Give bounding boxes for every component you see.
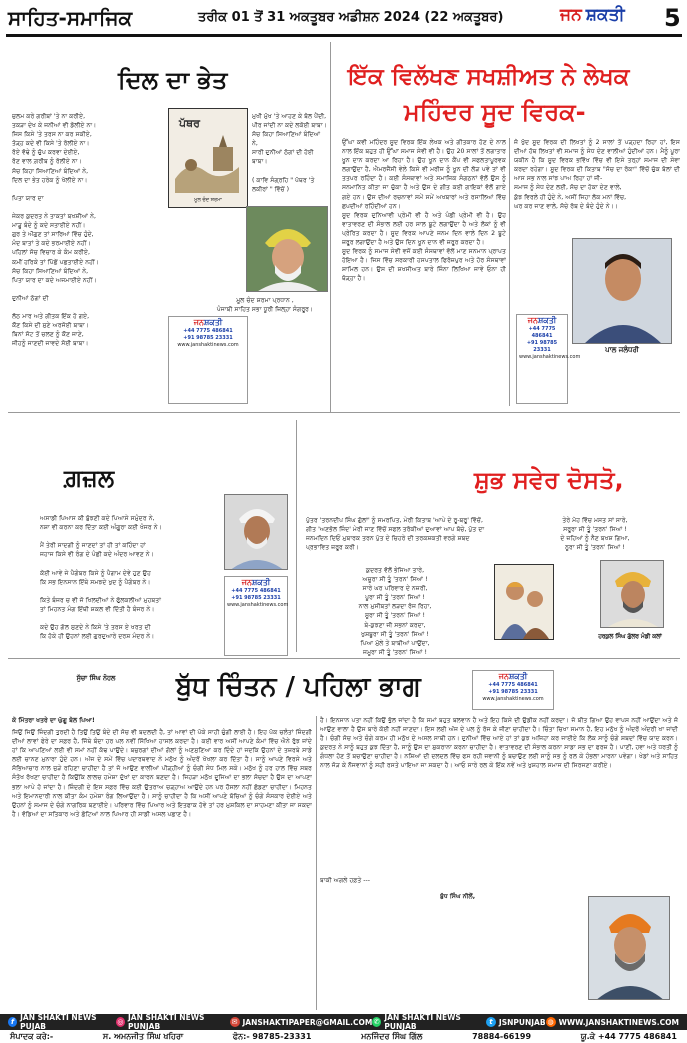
promo-site: www.janshaktinews.com (482, 696, 544, 702)
text-line: ਸੂਦ ਵਿਰਕ ਦੁਨਿਆਵੀ ਪ੍ਰੇਮੀ ਵੀ ਹੈ ਅਤੇ ਪੰਛੀ ਪ੍ਰੇਮੀ ਵੀ ਹੈ। ਉਹ ਵਾਤਾਵਰਣ ਦੀ ਸੰਭਾਲ ਲਈ ਹਰ ਸਾਲ ਬੂਟੇ ਲਗਾਉਂਦਾ ਹੈ ਅਤੇ ਲੋਕਾਂ ਨੂੰ ਵੀ ਪ੍ਰੇਰਿਤ ਕਰਦਾ ਹੈ। ਸੂਦ ਵਿਰਕ ਆਪਣੇ ਜਨਮ ਦਿਨ ਵਾਲੇ ਦਿਨ 2 ਬੂਟੇ ਜ਼ਰੂਰ ਲਗਾਉਂਦਾ ਹੈ ਅਤੇ ਉਸ ਦਿਨ ਖੂਨ ਦਾਨ ਵੀ ਜ਼ਰੂਰ ਕਰਦਾ ਹੈ। (342, 211, 506, 247)
text-line: ਪਿਤਾ ਯਾਰ ਦਾ (12, 194, 44, 202)
whatsapp-icon: ✆ (373, 1018, 380, 1026)
editor-label: ਸੰਪਾਦਕ ਕਰੇ:- (10, 1031, 54, 1041)
social-label: JAN SHAKTI NEWS PUNJAB (128, 1013, 205, 1031)
section-rule (8, 658, 680, 659)
section-rule (8, 412, 680, 413)
text-line: ਬਿਨਾਂ ਸੱਟ ਤੋਂ ਚਲਣ ਨੂੰ ਕੌਣ ਜਾਣੇ, (12, 331, 84, 339)
ghazal-title: ਗ਼ਜ਼ਲ (64, 464, 115, 492)
text-line: ਅਜ਼ੂਰਾ ਸੀ ਤੂੰ 'ਤਰਨ' ਸਿਆਂ ! (362, 576, 428, 584)
promo-name-a: ਜਨ (527, 316, 538, 325)
brand-part-b: ਸ਼ਕਤੀ (585, 5, 625, 25)
text-line: ਕਦੇ ਉਹ ਗੱਲ ਸੁਣਦੇ ਨੇ ਕਿਸੇ 'ਤੇ ਤਰਸ ਏ ਖਰਤ ਦੀ (40, 624, 151, 632)
promo-phone-2: +91 98785 23331 (183, 335, 233, 341)
promo-name-b: ਸ਼ਕਤੀ (203, 318, 223, 327)
header-rule (6, 34, 682, 37)
text-line (12, 185, 162, 194)
text-line (40, 587, 218, 596)
coeditor-phone: 78884-66199 (472, 1032, 532, 1041)
text-line: ਬੇ-ਕੁਝਣਾ ਜੀ ਸਭਨਾਂ ਕਰਦਾ, (364, 621, 426, 629)
promo-box (168, 316, 248, 404)
editor-name: ਸ. ਅਮਨਜੀਤ ਸਿੰਘ ਖਹਿਰਾ (102, 1031, 184, 1041)
social-label: WWW.JANSHAKTINEWS.COM (558, 1017, 679, 1027)
editor-phone: ਫੋਨ:- 98785-23331 (232, 1031, 312, 1041)
buddh-title: ਬੁੱਧ ਚਿੰਤਨ / ਪਹਿਲਾ ਭਾਗ (176, 672, 421, 702)
promo-site: www.janshaktinews.com (227, 602, 289, 608)
text-line: ਕਿ ਹੋਕੇ ਹੀ ਉਹਨਾਂ ਲਈ ਗੁਰਦੁਆਰੇ ਦਰਸ਼ ਮੰਦਰ ਨੇ। (40, 633, 155, 641)
text-line: ਸੱਚ ਕਿਹਾ ਸਿਆਣਿਆਂ ਬੰਦਿਆਂ ਨੇ, (12, 267, 89, 275)
promo-phone-2: +91 98785 23331 (488, 689, 538, 695)
text-line: ਸਾਰੇ ਘਰ ਪਰਿਵਾਰ ਦੇ ਨਜ਼ਰੀ, (362, 585, 428, 593)
morning-author-portrait (601, 561, 664, 628)
text-line: ਦੁਨੀਆਂ ਠੱਗਾਂ ਦੀ (12, 294, 49, 302)
text-line: ( ਕਾਵਿ ਸੰਗ੍ਰਹਿ " ਪੱਥਰ 'ਤੇ ਲਕੀਰਾਂ " ਵਿੱਚੋਂ ) (252, 176, 315, 193)
buddh-column-1: ਜਿਉਂ ਜਿਉਂ ਜ਼ਿੰਦਗੀ ਤੁਰਦੀ ਹੈ ਤਿਉਂ ਤਿਉਂ ਬੰਦੇ ਦੀ ਸੋਚ ਵੀ ਬਦਲਦੀ ਹੈ, ਤਾਂ ਆਵਾਂ ਦੀ ਪੱਕੇ ਸਾਹੀ ਚੁੰਗੀ ਲਾਈ ਹੈ। ਇਹ ਪੱਕ ਚਲੰਤਾਂ ਜ਼ਿੰਦਗੀ ਦੀਆਂ ਲਾਵਾਂ ਫੇਰੇ ਦਾ ਸਫ਼ਰ ਹੈ, ਜਿੱਥੇ ਬੰਦਾ ਹਰ ਪਲ ਨਵੀਂ ਸਿੱਖਿਆ ਹਾਸਲ ਕਰਦਾ ਹੈ। ਕਈ ਵਾਰ ਅਸੀਂ ਆਪਣੇ ਕੰਮਾਂ ਵਿੱਚ ਐਨੇ ਰੁੱਝ ਜਾਂਦੇ ਹਾਂ ਕਿ ਆਪਣਿਆਂ ਲਈ ਵੀ ਸਮਾਂ ਨਹੀਂ ਕੱਢ ਪਾਉਂਦੇ। ਬਜ਼ੁਰਗਾਂ ਦੀਆਂ ਗੱਲਾਂ ਨੂੰ ਅਣਸੁਣਿਆ ਕਰ ਦਿੰਦੇ ਹਾਂ ਜਦਕਿ ਉਹਨਾਂ ਦੇ ਤਜ਼ਰਬੇ ਸਾਡੇ ਲਈ ਚਾਨਣ ਮੁਨਾਰਾ ਹੁੰਦੇ ਹਨ। ਅੱਜ ਦੇ ਸਮੇਂ ਵਿੱਚ ਪਦਾਰਥਵਾਦ ਨੇ ਮਨੁੱਖ ਨੂੰ ਅੰਦਰੋਂ ਖੋਖਲਾ ਕਰ ਦਿੱਤਾ ਹੈ। ਸਾਨੂੰ ਆਪਣੇ ਵਿਰਸੇ ਅਤੇ ਸੱਭਿਆਚਾਰ ਨਾਲ ਜੁੜੇ ਰਹਿਣਾ ਚਾਹੀਦਾ ਹੈ ਤਾਂ ਜੋ ਆਉਣ ਵਾਲੀਆਂ ਪੀੜ੍ਹੀਆਂ ਨੂੰ ਚੰਗੀ ਸੇਧ ਮਿਲ ਸਕੇ। ਮਨੁੱਖ ਨੂੰ ਹਰ ਹਾਲ ਵਿੱਚ ਸਬਰ ਸੰਤੋਖ ਰੱਖਣਾ ਚਾਹੀਦਾ ਹੈ ਕਿਉਂਕਿ ਲਾਲਚ ਹਮੇਸ਼ਾ ਦੁੱਖਾਂ ਦਾ ਕਾਰਨ ਬਣਦਾ ਹੈ। ਜਿਹੜਾ ਮਨੁੱਖ ਦੂਜਿਆਂ ਦਾ ਭਲਾ ਸੋਚਦਾ ਹੈ ਉਸ ਦਾ ਆਪਣਾ ਭਲਾ ਆਪੇ ਹੋ ਜਾਂਦਾ ਹੈ। ਜ਼ਿੰਦਗੀ ਦੇ ਇਸ ਸਫ਼ਰ ਵਿੱਚ ਕਈ ਉਤਰਾਅ ਚੜ੍ਹਾਅ ਆਉਂਦੇ ਹਨ ਪਰ ਹੌਸਲਾ ਨਹੀਂ ਛੱਡਣਾ ਚਾਹੀਦਾ। ਮਿਹਨਤ ਅਤੇ ਇਮਾਨਦਾਰੀ ਨਾਲ ਕੀਤਾ ਕੰਮ ਹਮੇਸ਼ਾ ਰੰਗ ਲਿਆਉਂਦਾ ਹੈ। ਸਾਨੂੰ ਚਾਹੀਦਾ ਹੈ ਕਿ ਅਸੀਂ ਆਪਣੇ ਬੱਚਿਆਂ ਨੂੰ ਚੰਗੇ ਸੰਸਕਾਰ ਦੇਈਏ ਅਤੇ ਉਹਨਾਂ ਨੂੰ ਸਮਾਜ ਦੇ ਚੰਗੇ ਨਾਗਰਿਕ ਬਣਾਈਏ। ਪਰਿਵਾਰ ਵਿੱਚ ਪਿਆਰ ਅਤੇ ਇਤਫਾਕ ਹੋਵੇ ਤਾਂ ਹਰ ਮੁਸ਼ਕਿਲ ਦਾ ਸਾਹਮਣਾ ਕੀਤਾ ਜਾ ਸਕਦਾ ਹੈ। ਵੱਡਿਆਂ ਦਾ ਸਤਿਕਾਰ ਅਤੇ ਛੋਟਿਆਂ ਨਾਲ ਪਿਆਰ ਹੀ ਸਾਡੀ ਅਸਲ ਪਛਾਣ ਹੈ। (12, 729, 312, 818)
author-photo (572, 238, 672, 344)
social-item-facebook[interactable] (8, 1013, 116, 1031)
promo-name-b: ਸ਼ਕਤੀ (537, 316, 557, 325)
poem-title: ਦਿਲ ਦਾ ਭੇਤ (118, 66, 228, 94)
book-author-line: ਮੂਲ ਚੰਦ ਸ਼ਰਮਾ (194, 197, 222, 203)
text-line: ਸੱਚ ਕਿਹਾ ਸਿਆਣਿਆਂ ਬੰਦਿਆਂ ਨੇ, (12, 167, 89, 175)
author-caption: ਪਾਲ ਜਲੰਧਰੀ (605, 346, 639, 354)
twitter-icon: t (486, 1017, 496, 1027)
text-line: ਨੂਰਾ ਸੀ ਤੂੰ 'ਤਰਨ' ਸਿਆਂ ! (565, 544, 625, 552)
article-column-2 (514, 138, 680, 230)
globe-icon: ◍ (547, 1018, 554, 1026)
text-line (12, 303, 162, 312)
text-line: ਜੋ ਖੁੱਦ ਸੂਦ ਵਿਰਕ ਦੀ ਲਿਖਤਾਂ ਨੂੰ 2 ਸਾਲਾਂ ਤੋਂ ਪੜ੍ਹਦਾ ਰਿਹਾ ਹਾਂ, ਇਸ ਦੀਆਂ ਹੱਥ ਲਿਖਤਾਂ ਵੀ ਸਮਾਜ ਨੂੰ ਸੇਧ ਦੇਣ ਵਾਲੀਆਂ ਹੁੰਦੀਆਂ ਹਨ। ਮੈਨੂੰ ਪੂਰਾ ਯਕੀਨ ਹੈ ਕਿ ਸੂਦ ਵਿਰਕ ਭਵਿੱਖ ਵਿੱਚ ਵੀ ਇਸੇ ਤਰ੍ਹਾਂ ਸਮਾਜ ਦੀ ਸੇਵਾ ਕਰਦਾ ਰਹੇਗਾ। ਸੂਦ ਵਿਰਕ ਦੀ ਕਿਤਾਬ "ਸੱਚ ਦਾ ਰੋਕਾ" ਵਿੱਚੋਂ ਚੁੱਕ ਬੋਲਾਂ ਦੀ ਆਸ ਸਭ ਨਾਲ ਸਾਂਝ ਪਾਅ ਰਿਹਾ ਹਾਂ ਜੀ- (514, 139, 680, 183)
svg-text:ਪੱਥਰ: ਪੱਥਰ (179, 117, 200, 130)
text-line: ਸਰੂਰਾ ਸੀ ਤੂੰ 'ਤਰਨ' ਸਿਆਂ ! (563, 526, 627, 534)
text-line: ਤਕੜਾ ਦੇਖ ਕੇ ਜਨੀਆਂ ਵੀ ਡੋਲੀਏ ਨਾ। (12, 122, 97, 130)
text-line: ਉੱਘਾ ਕਵੀ ਮਹਿੰਦਰ ਸੂਦ ਵਿਰਕ ਇੱਕ ਲੇਖਕ ਅਤੇ ਗੀਤਕਾਰ ਹੋਣ ਦੇ ਨਾਲ ਨਾਲ ਇੱਕ ਬਹੁਤ ਹੀ ਉੱਘਾ ਸਮਾਜ ਸੇਵੀ ਵੀ ਹੈ। ਉਹ 20 ਸਾਲਾਂ ਤੋਂ ਲਗਾਤਾਰ ਖੂਨ ਦਾਨ ਕਰਦਾ ਆ ਰਿਹਾ ਹੈ। ਉਹ ਖੂਨ ਦਾਨ ਕੈਂਪ ਵੀ ਸਫਲਤਾਪੂਰਵਕ ਲਗਾਉਂਦਾ ਹੈ, ਐਮਰਜੈਂਸੀ ਵੇਲੇ ਕਿਸੇ ਵੀ ਮਰੀਜ਼ ਨੂੰ ਖੂਨ ਦੀ ਲੋੜ ਪਵੇ ਤਾਂ ਵੀ ਤਤਪਰ ਰਹਿੰਦਾ ਹੈ। ਕਈ ਸੰਸਥਾਵਾਂ ਅਤੇ ਸਮਾਜਿਕ ਸੰਗਠਨਾਂ ਵੱਲੋਂ ਉਸ ਨੂੰ ਸਨਮਾਨਿਤ ਕੀਤਾ ਜਾ ਚੁੱਕਾ ਹੈ ਅਤੇ ਉਸ ਦੇ ਗੀਤ ਕਈ ਗਾਇਕਾਂ ਵੱਲੋਂ ਗਾਏ ਗਏ ਹਨ। ਉਸ ਦੀਆਂ ਰਚਨਾਵਾਂ ਸਮੇਂ ਸਮੇਂ ਅਖਬਾਰਾਂ ਅਤੇ ਰਸਾਲਿਆਂ ਵਿੱਚ ਛਪਦੀਆਂ ਰਹਿੰਦੀਆਂ ਹਨ। (342, 139, 506, 210)
text-line: ਸੱਚ ਕਿਹਾ ਸਿਆਣਿਆਂ ਬੰਦਿਆਂ ਨੇ, (252, 131, 321, 148)
book-cover-illustration (169, 109, 247, 207)
text-line (40, 559, 218, 568)
column-divider (509, 138, 510, 406)
text-line: ਗੁਰ ਤੇ ਔਗੁਣ ਤਾਂ ਸਾਰਿਆਂ ਵਿੱਚ ਹੁੰਦੇ, (12, 231, 94, 239)
text-line: ਕਮੀਂ ਹਰਿਕੇ ਤਾਂ ਪਿੱਛੋਂ ਪਛਤਾਈਏ ਨਹੀਂ। (12, 258, 99, 266)
text-line: ਸੂਦ ਵਿਰਕ ਨੂੰ ਸਮਾਜ ਸੇਵੀ ਵਜੋਂ ਕਈ ਸੰਸਥਾਵਾਂ ਵੱਲੋਂ ਮਾਣ ਸਨਮਾਨ ਪ੍ਰਾਪਤ ਹੋਇਆ ਹੈ। ਜਿਸ ਵਿੱਚ ਸਰਕਾਰੀ ਹਸਪਤਾਲ ਫਿਰੋਜ਼ਪੁਰ ਅਤੇ ਹੋਰ ਸੰਸਥਾਵਾਂ ਸ਼ਾਮਿਲ ਹਨ। ਉਸ ਦੀ ਸ਼ਖਸੀਅਤ ਬਾਰੇ ਜਿੰਨਾ ਲਿਖਿਆ ਜਾਵੇ ਓਨਾ ਹੀ ਥੋੜ੍ਹਾ ਹੈ। (342, 248, 506, 283)
text-line: ਸਮਾਜ ਨੂੰ ਸੇਧ ਦੇਣ ਲਈ, ਸੱਚ ਦਾ ਹੋਕਾ ਦੇਣ ਵਾਲੇ, (514, 184, 622, 192)
text-line: ਤਾਂ ਮਿਹਨਤ ਮੰਗ ਇੱਥੀ ਸ਼ਕਲ ਵੀ ਦਿੱਤੀ ਹੈ ਬੰਜਰ ਨੇ। (40, 605, 155, 613)
article-column-1 (342, 138, 506, 406)
social-item-website[interactable] (546, 1017, 679, 1027)
facebook-icon: f (8, 1017, 17, 1027)
social-label: JSNPUNJAB (498, 1017, 546, 1027)
text-line: ਜਹਾਜ ਕਿਸੇ ਵੀ ਰੰਗ ਦੇ ਪੰਛੀ ਕਦੇ ਅੰਦਰ ਆਵਣ ਨੇ। (40, 551, 154, 559)
morning-intro: ਪੁੱਤਰ 'ਤਰਨਦੀਪ ਸਿੰਘ ਗੁੱਲਾਂ' ਨੂੰ ਸਮਰਪਿਤ, ਮੇਰੀ ਕਿਤਾਬ 'ਆਪੇ ਦੇ ਰੂ-ਬਰੂ' ਵਿੱਚੋਂ, ਗੀਤ 'ਅਣਭੋਲ ਜਿੰਦ' ਮੇਰੀ ਜਾਣ ਵਿੱਚੋਂ ਸਫਲ ਤਰੱਕੀਆਂ ਦੁਆਵਾਂ ਆਪ ਬੱਚੇ, ਪੁੱਤ ਦਾ ਜਨਮਦਿਨ ਦਿਓਂ ਮੁਬਾਰਕ ਤਰਨ ਪੁੱਤ ਦੇ ਚਿਹਰੇ ਦੀ ਤਰਕਸ਼ਕਤੀ ਵਰਗੇ ਸ਼ਬਦ ਪ੍ਰਭਾਵਿਤ ਜ਼ਰੂਰ ਕਰੀ। (306, 517, 485, 552)
uk-phone: ਯੂ.ਕੇ +44 7775 486841 (580, 1031, 677, 1041)
text-line: ਪਿਤਾ ਯਾਰ ਦਾ ਕਦੇ ਅਜਮਾਈਏ ਨਹੀਂ। (12, 276, 97, 284)
poet-caption-line: ਪੰਜਾਬੀ ਸਾਹਿਤ ਸਭਾ ਧੂਰੀ ਜ਼ਿਲ੍ਹਾ ਸੰਗਰੂਰ। (216, 306, 314, 314)
text-line: ਨਸ਼ਾ ਵੀ ਕਰਨਾ ਕਰ ਦਿੱਤਾ ਕਈ ਅੰਗੂਰਾ ਕਈ ਖੰਜਰ ਨੇ। (40, 524, 162, 532)
text-line (12, 203, 162, 212)
text-line: ਦਿਲ ਦਾ ਭੇਤ ਹਰੇਕ ਨੂੰ ਖੋਲੀਏ ਨਾ। (12, 176, 88, 184)
morning-author-photo (600, 560, 664, 628)
coeditor-name: ਮਨਜਿੰਦਰ ਸਿੰਘ ਗਿੱਲ (361, 1031, 423, 1041)
text-line: ਨਾਲ ਮੁਸੀਬਤਾਂ ਲੜਦਾ ਰੋਜ ਰਿਹਾ, (358, 603, 432, 611)
promo-name-b: ਸ਼ਕਤੀ (508, 672, 528, 681)
text-line (12, 285, 162, 294)
ghazal-poet-portrait (225, 495, 288, 570)
promo-name-a: ਜਨ (241, 578, 252, 587)
text-line: ਜੇਕਰ ਕੁਦਰਤ ਨੇ ਤਾਕਤਾਂ ਬਖਸ਼ੀਆਂ ਨੇ, (12, 213, 96, 221)
morning-card-illustration (495, 565, 553, 639)
text-line: ਮੰਦ ਬਾਤਾਂ ਤੇ ਕਦੇ ਭਰਮਾਈਏ ਨਹੀਂ। (12, 240, 91, 248)
text-line: ਤੋੜ੍ਹ ਕਦੇ ਵੀ ਕਿਸੇ 'ਤੇ ਰੋਲੀਏ ਨਾ। (12, 140, 90, 148)
poet-photo (246, 206, 328, 292)
promo-site: www.janshaktinews.com (519, 354, 581, 360)
text-line: ਕੁਦਰਤ ਵੱਲੋਂ ਭੇਜਿਆ ਤਾਰੇ, (365, 567, 425, 574)
text-line: ਤੇਰੇ ਮੋਹ ਵਿੱਚ ਮਸਤ ਸਾਂ ਸਾਰੇ, (562, 517, 628, 524)
social-item-instagram[interactable] (116, 1013, 230, 1031)
social-bar (0, 1014, 687, 1030)
text-line: ਮਾੜੂ ਬੰਦੇ ਨੂੰ ਕਦੇ ਸਤਾਈਏ ਨਹੀਂ। (12, 222, 86, 230)
ghazal-poet-photo (224, 494, 288, 570)
text-line: ਕਿ ਸਭ ਇਨਸਾਨ ਇੱਥੇ ਸਮਝਦੇ ਖੁਦ ਨੂੰ ਪੈਗੰਬਰ ਨੇ। (40, 578, 151, 586)
social-label: JAN SHAKTI NEWS PUJAB (20, 1013, 97, 1031)
social-label: JANSHAKTIPAPER@GMAIL.COM (242, 1017, 373, 1027)
column-divider (316, 716, 317, 1010)
text-line (40, 532, 218, 541)
poet-caption (200, 296, 330, 316)
text-line: ਕਿਤੇ ਬੰਜਰ ਚ ਵੀ ਜੋ ਖਿਲਦੀਆਂ ਨੇ ਫੁੱਲਕਲੀਆਂ ਮੁਹਬਤਾਂ (40, 596, 161, 604)
text-line (40, 614, 218, 623)
poem-column-2 (252, 112, 328, 196)
promo-site: www.janshaktinews.com (177, 342, 239, 348)
text-line: ਪਹਿਲਾਂ ਸੋਚ ਵਿਚਾਰ ਕੇ ਕੰਮ ਕਰੀਏ, (12, 249, 90, 257)
poet-portrait (247, 207, 328, 292)
social-label: JAN SHAKTI NEWS PUNJAB (384, 1013, 461, 1031)
promo-phone: +44 7775 486841 (488, 682, 538, 688)
morning-card (494, 564, 554, 640)
text-line: ਮੁਖੀ ਮੁੱਖ 'ਤੇ ਆਹਣ ਕੇ ਬੋਲ ਪੈਂਦੀ, (252, 113, 327, 120)
edition-date: ਤਰੀਕ 01 ਤੋਂ 31 ਅਕਤੂਬਰ ਅਡੀਸ਼ਨ 2024 (22 ਅਕਤੂਬਰ) (198, 10, 504, 25)
promo-name-b: ਸ਼ਕਤੀ (251, 578, 271, 587)
instagram-icon: ◎ (117, 1018, 124, 1026)
promo-box (224, 576, 288, 656)
text-line (252, 167, 328, 176)
column-divider (330, 42, 331, 412)
poet-caption-line: ਮੂਲ ਚੰਦ ਸ਼ਰਮਾ ਪ੍ਰਧਾਨ , (236, 297, 294, 304)
text-line: ਮੈਂ ਤੇਰੀ ਸਾਦਗੀ ਨੂੰ ਜਾਣਦਾਂ ਤਾਂ ਹੀ ਤਾਂ ਕਹਿੰਦਾ ਹਾਂ (40, 542, 146, 550)
buddh-author-photo (588, 896, 670, 1000)
ghazal-author: ਸੁੱਚਾ ਸਿੰਘ ਨੋਹਲ (76, 674, 116, 682)
social-item-twitter[interactable] (486, 1017, 546, 1027)
promo-name-a: ਜਨ (193, 318, 204, 327)
brand-part-a: ਜਨ (560, 5, 582, 25)
promo-box (516, 314, 581, 404)
text-line: ਜਿਸ ਕਿਸੇ 'ਤੇ ਤਰਸ ਨਾ ਕਰ ਸਕੀਏ, (12, 131, 92, 139)
text-line: ਕੁੱਝ ਵਿਰਲੇ ਹੀ ਹੁੰਦੇ ਨੇ, ਅਸੀਂ ਜਿਹਾ ਲੋਕ ਮਨਾਂ ਵਿੱਚ, (514, 193, 627, 201)
text-line: ਜਮੂਰਾ ਸੀ ਤੂੰ 'ਤਰਨ' ਸਿਆਂ ! (363, 648, 427, 656)
text-line: ਰੋਣ ਵਾਲ ਗ਼ਰੀਬ ਨੂੰ ਰੋਲੀਏ ਨਾ। (12, 158, 82, 166)
morning-verse-2 (520, 516, 670, 556)
text-line: ਜ਼ੁਲਮ ਕਰੇ ਗਰੀਬਾਂ 'ਤੇ ਨਾ ਕਰੀਏ, (12, 113, 86, 120)
text-line: ਸੂਰਾ ਸੀ ਤੂੰ 'ਤਰਨ' ਸਿਆਂ ! (365, 612, 425, 620)
morning-title: ਸ਼ੁਭ ਸਵੇਰ ਦੋਸਤੋ, (474, 466, 624, 494)
author-portrait (573, 239, 672, 344)
mail-icon: ✉ (230, 1017, 240, 1027)
promo-name-a: ਜਨ (498, 672, 509, 681)
poem-column-1 (12, 112, 162, 404)
text-line: ਰੋਏ ਵੱਢੇ ਨੂੰ ਚੁੱਪ ਕਰਵਾ ਦੇਈਏ, (12, 149, 80, 157)
social-item-email[interactable] (230, 1017, 373, 1027)
text-line: ਲੱਠ ਮਾਰ ਅਤੇ ਗੀਤਕ ਇੱਕ ਹੋ ਗਏ, (12, 313, 90, 321)
text-line: ਅਸਾਡੀ ਪਿਆਸ ਕੀ ਬੁੱਝਣੀ ਕਦੇ ਪਿਆਸੇ ਸਮੁੰਦਰ ਨੇ, (40, 515, 155, 522)
promo-phone: +44 7775 486841 (528, 326, 556, 339)
promo-phone-2: +91 98785 23331 (231, 595, 281, 601)
buddh-continued: ਬਾਕੀ ਅਗਲੇ ਹਫ਼ਤੇ --- (320, 877, 370, 884)
text-line: ਕੋਈ ਆਵੇ ਜੇ ਪੈਗੰਬਰ ਕਿਸੇ ਨੂੰ ਪੈਗਾਮ ਦੇਵੇ ਹੁਣ ਉਹ (40, 569, 151, 577)
text-line: ਕੌਣ ਕਿਸੇ ਦੀ ਸੁਣੇ ਅਰਜੋਈ ਬਾਬਾ। (12, 322, 89, 330)
text-line: ਪਿਆ ਮੁੱਲੇ ਤੇ ਬਾਬੀਆਂ ਪਾਉਂਦਾ, (360, 639, 430, 647)
text-line: ਸਾਰੀ ਦੁਨੀਆਂ ਠੱਗਾਂ ਦੀ ਹੋਈ ਬਾਬਾ। (252, 149, 314, 166)
text-line: ਖੁਸ਼ਬੂਰਾ ਸੀ ਤੂੰ 'ਤਰਨ' ਸਿਆਂ ! (361, 630, 429, 638)
morning-author: ਹਰਕੁਲ ਸਿੰਘ ਗੁੱਲਰ ਮੰਡੀ ਕਲਾਂ (598, 634, 662, 640)
ghazal-body (40, 514, 218, 656)
text-line: ਪੂਰਾ ਸੀ ਤੂੰ 'ਤਰਨ' ਸਿਆਂ ! (365, 594, 425, 602)
editor-bar (0, 1030, 687, 1043)
brand-logo (560, 5, 664, 31)
page-number: 5 (664, 4, 681, 32)
text-line: ਜੀਹਨੂੰ ਜਾਣਦੀ ਜਾਵਦੇ ਸੋਈ ਬਾਬਾ। (12, 340, 89, 348)
text-line: ਪੀਰ ਜਾਂਦੀ ਨਾ ਕਦੇ ਲਕੋਈ ਬਾਬਾ। (252, 122, 327, 130)
social-item-whatsapp[interactable] (372, 1013, 486, 1031)
buddh-lead: ਕੋ ਮਿੱਤਰਾ ਖਤਰੇ ਦਾ ਘੁੱਗੂ ਬੋਲ ਪਿਆ! (12, 717, 95, 724)
buddh-author: ਬੁੱਧ ਸਿੰਘ ਨੀਲੋਂ, (440, 893, 476, 900)
morning-verse-1 (320, 566, 470, 660)
buddh-author-portrait (589, 897, 670, 1000)
promo-phone-2: +91 98785 23331 (526, 340, 558, 353)
promo-box (472, 670, 554, 710)
article-title-line-2: ਮਹਿੰਦਰ ਸੂਦ ਵਿਰਕ- (404, 98, 586, 126)
book-cover (168, 108, 248, 208)
column-divider (296, 420, 297, 652)
section-title: ਸਾਹਿਤ-ਸਮਾਜਿਕ (8, 6, 133, 30)
text-line: ਦੇ ਜ਼ਹਿਆਂ ਨੂੰ ਨੈਣ ਬਖਸ਼ ਗਿਆ, (560, 535, 630, 543)
promo-phone: +44 7775 486841 (231, 588, 281, 594)
text-line: ਘਰ ਕਰ ਜਾਣ ਵਾਲੇ, ਸੱਚੇ ਰੱਬ ਦੇ ਬੰਦੇ ਹੁੰਦੇ ਨੇ।। (514, 202, 618, 210)
promo-phone: +44 7775 486841 (183, 328, 233, 334)
article-title-line-1: ਇੱਕ ਵਿਲੱਖਣ ਸਖਸ਼ੀਅਤ ਨੇ ਲੇਖਕ (348, 64, 630, 90)
buddh-column-2: ਹੈ। ਇਨਸਾਨ ਪਤਾ ਨਹੀਂ ਕਿਉਂ ਭੁੱਲ ਜਾਂਦਾ ਹੈ ਕਿ ਸਮਾਂ ਬਹੁਤ ਬਲਵਾਨ ਹੈ ਅਤੇ ਇਹ ਕਿਸੇ ਦੀ ਉਡੀਕ ਨਹੀਂ ਕਰਦਾ। ਜੋ ਬੀਤ ਗਿਆ ਉਹ ਵਾਪਸ ਨਹੀਂ ਆਉਂਦਾ ਅਤੇ ਜੋ ਆਉਣ ਵਾਲਾ ਹੈ ਉਸ ਬਾਰੇ ਕੋਈ ਨਹੀਂ ਜਾਣਦਾ। ਇਸ ਲਈ ਅੱਜ ਦੇ ਪਲ ਨੂੰ ਰੱਜ ਕੇ ਜੀਣਾ ਚਾਹੀਦਾ ਹੈ। ਚਿੰਤਾ ਚਿਖਾ ਸਮਾਨ ਹੈ, ਇਹ ਮਨੁੱਖ ਨੂੰ ਅੰਦਰੋਂ ਅੰਦਰੀ ਖਾ ਜਾਂਦੀ ਹੈ। ਚੰਗੀ ਸੋਚ ਅਤੇ ਚੰਗੇ ਕਰਮ ਹੀ ਮਨੁੱਖ ਦੇ ਅਸਲ ਸਾਥੀ ਹਨ। ਦੁਨੀਆਂ ਵਿੱਚ ਆਏ ਹਾਂ ਤਾਂ ਕੁਝ ਅਜਿਹਾ ਕਰ ਜਾਈਏ ਕਿ ਲੋਕ ਸਾਨੂੰ ਚੰਗੇ ਸ਼ਬਦਾਂ ਵਿੱਚ ਯਾਦ ਕਰਨ। ਕੁਦਰਤ ਨੇ ਸਾਨੂੰ ਬਹੁਤ ਕੁਝ ਦਿੱਤਾ ਹੈ, ਸਾਨੂੰ ਉਸ ਦਾ ਸ਼ੁਕਰਾਨਾ ਕਰਨਾ ਚਾਹੀਦਾ ਹੈ। ਵਾਤਾਵਰਣ ਦੀ ਸੰਭਾਲ ਕਰਨਾ ਸਾਡਾ ਸਭ ਦਾ ਫਰਜ਼ ਹੈ। ਪਾਣੀ, ਹਵਾ ਅਤੇ ਧਰਤੀ ਨੂੰ ਗੰਧਲਾ ਹੋਣ ਤੋਂ ਬਚਾਉਣਾ ਚਾਹੀਦਾ ਹੈ। ਨਸ਼ਿਆਂ ਦੀ ਦਲਦਲ ਵਿੱਚ ਫਸ ਰਹੀ ਜਵਾਨੀ ਨੂੰ ਬਚਾਉਣ ਲਈ ਸਾਨੂੰ ਸਭ ਨੂੰ ਰਲ ਕੇ ਹੰਭਲਾ ਮਾਰਨਾ ਪਵੇਗਾ। ਖੇਡਾਂ ਅਤੇ ਸਾਹਿਤ ਨਾਲ ਜੋੜ ਕੇ ਨੌਜਵਾਨਾਂ ਨੂੰ ਸਹੀ ਰਸਤੇ ਪਾਇਆ ਜਾ ਸਕਦਾ ਹੈ। ਆਓ ਸਾਰੇ ਰਲ ਕੇ ਇੱਕ ਨਵੇਂ ਅਤੇ ਖੁਸ਼ਹਾਲ ਸਮਾਜ ਦੀ ਸਿਰਜਣਾ ਕਰੀਏ। (320, 717, 678, 770)
